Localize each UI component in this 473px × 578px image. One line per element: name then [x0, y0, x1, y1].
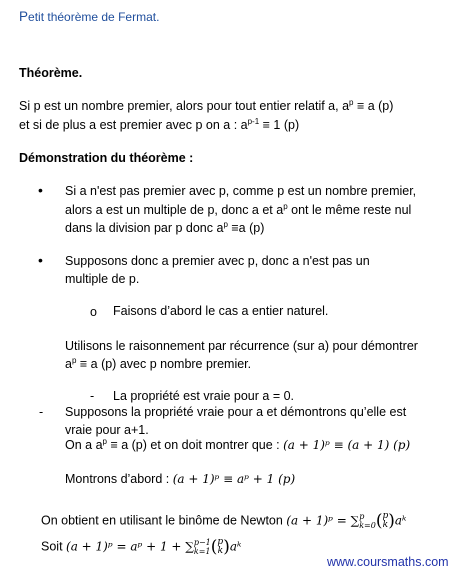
- page-title: [19, 9, 159, 24]
- math-expression: aᵏ: [394, 513, 407, 528]
- sum-upper: p−1: [193, 538, 211, 547]
- theorem-line-2: [19, 118, 299, 132]
- sum-lower: k=0: [359, 521, 376, 530]
- paren-right: ): [223, 537, 230, 557]
- bullet2-line1: Supposons donc a premier avec p, donc a n'est pas un: [65, 254, 370, 268]
- paren-left: (: [210, 537, 218, 557]
- montrons-line: [65, 472, 295, 486]
- dash1-text: La propriété est vraie pour a = 0.: [113, 389, 295, 403]
- soit-text: Soit: [41, 539, 67, 554]
- sum-upper: p: [359, 512, 365, 521]
- bullet1-line2-rest: ont le même reste nul: [287, 203, 412, 217]
- theorem-line-1: [19, 99, 393, 113]
- montrons-text: Montrons d’abord :: [65, 472, 173, 486]
- dash2-line3: [65, 438, 410, 452]
- binom-bottom: k: [217, 546, 224, 556]
- theorem-line-2-text: et si de plus a est premier avec p on a : a: [19, 118, 248, 132]
- sub-bullet-text: Faisons d’abord le cas a entier naturel.: [113, 304, 329, 318]
- exponent: p: [349, 98, 354, 107]
- bullet-icon: •: [38, 182, 43, 198]
- math-expression: (a + 1)ᵖ = aᵖ + 1 + ∑: [66, 539, 194, 554]
- paren-right: ): [388, 511, 395, 531]
- exponent: p-1: [247, 117, 260, 126]
- sub-bullet-icon: o: [90, 305, 97, 319]
- theorem-heading-text: Théorème.: [19, 66, 83, 80]
- binom-top: p: [382, 511, 389, 521]
- recurrence-line2: [65, 357, 251, 371]
- dash2-line3-text: ≡ a (p) et on doit montrer que :: [106, 438, 284, 452]
- theorem-line-2-congruence: ≡ 1 (p): [259, 118, 300, 132]
- dash2-line2: vraie pour a+1.: [65, 423, 149, 437]
- sum-limits: [194, 538, 211, 556]
- bullet1-line2: [65, 203, 411, 217]
- bullet1-line2-text: alors a est un multiple de p, donc a et a: [65, 203, 284, 217]
- math-expression: (a + 1)ᵖ = ∑: [286, 513, 360, 528]
- math-expression: aᵏ: [229, 539, 242, 554]
- footer-website[interactable]: www.coursmaths.com: [327, 555, 449, 569]
- theorem-heading: [19, 66, 82, 80]
- exponent: p: [71, 356, 77, 365]
- bullet-icon: •: [38, 252, 43, 268]
- bullet2-line2: multiple de p.: [65, 272, 140, 286]
- newton-line: [41, 511, 406, 531]
- exponent: p: [102, 437, 107, 446]
- recurrence-line2-text: ≡ a (p) avec p nombre premier.: [76, 357, 252, 371]
- recurrence-line2-a: a: [65, 357, 72, 371]
- sum-limits: [359, 512, 376, 530]
- math-expression: (a + 1)ᵖ ≡ aᵖ + 1 (p): [172, 472, 296, 486]
- title-rest: etit théorème de Fermat.: [28, 10, 160, 24]
- soit-line: [41, 537, 241, 557]
- title-initial: P: [19, 9, 29, 24]
- bullet1-line3-rest: ≡a (p): [227, 221, 265, 235]
- bullet1-line1: Si a n'est pas premier avec p, comme p est un nombre premier,: [65, 184, 417, 198]
- theorem-line-1-text: Si p est un nombre premier, alors pour tout entier relatif a, a: [19, 99, 350, 113]
- exponent: p: [223, 220, 228, 229]
- dash-icon: -: [90, 389, 95, 403]
- dash-icon: -: [39, 405, 44, 419]
- exponent: p: [283, 202, 288, 211]
- demo-heading: [19, 151, 193, 165]
- binom-top: p: [217, 537, 224, 547]
- newton-text: On obtient en utilisant le binôme de Newton: [41, 513, 287, 528]
- bullet1-line3: [65, 221, 264, 235]
- theorem-line-1-congruence: ≡ a (p): [353, 99, 394, 113]
- bullet1-line3-text: dans la division par p donc a: [65, 221, 224, 235]
- math-expression: (a + 1)ᵖ ≡ (a + 1) (p): [283, 438, 411, 452]
- binom-bottom: k: [382, 520, 389, 530]
- demo-heading-text: Démonstration du théorème :: [19, 151, 194, 165]
- recurrence-line1: Utilisons le raisonnement par récurrence (sur a) pour démontrer: [65, 339, 418, 353]
- sum-lower: k=1: [193, 547, 211, 556]
- dash2-line1: Supposons la propriété vraie pour a et démontrons qu’elle est: [65, 405, 407, 419]
- paren-left: (: [375, 511, 383, 531]
- dash2-line3-a: On a a: [65, 438, 103, 452]
